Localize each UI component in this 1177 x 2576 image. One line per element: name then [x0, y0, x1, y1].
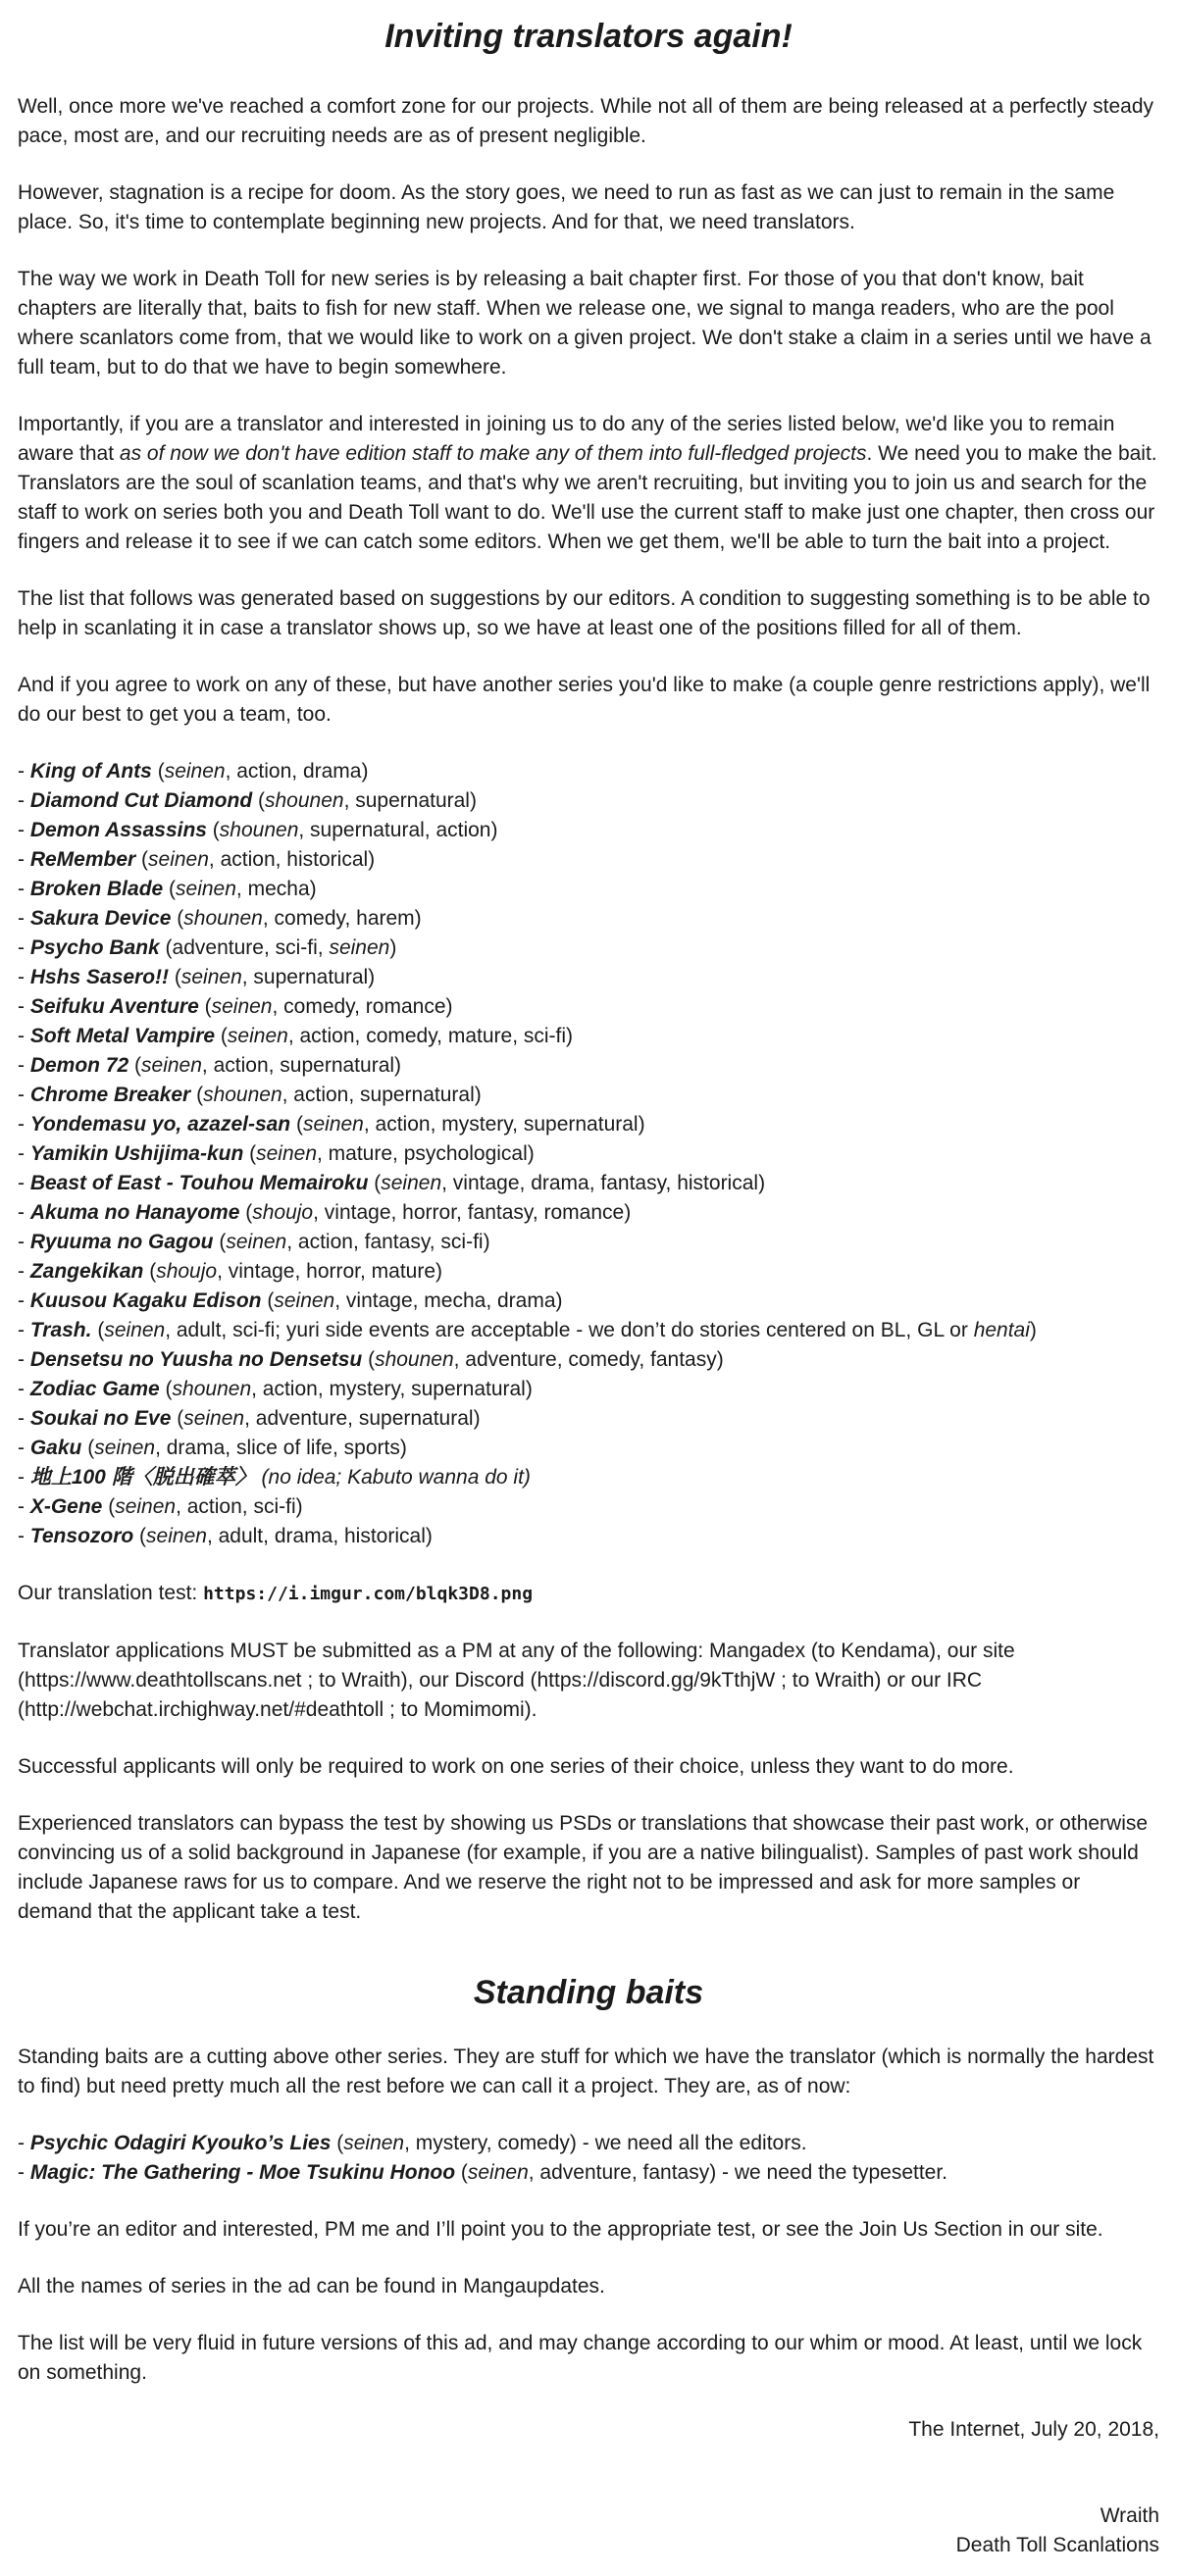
text-segment: shounen	[219, 819, 299, 841]
text-segment: -	[18, 907, 30, 930]
text-segment: Translator applications MUST be submitted as a PM at any of the following: Mangadex (to Kendama), our site (https://www.deathtollscans.net ; to Wraith), our Discord (https://discord.gg/9kTthjW ; to Wraith) or our IRC (http://webchat.irchighway.net/#deathtoll ; to Momimomi).	[18, 1640, 1015, 1721]
text-segment: , action, mystery, supernatural)	[251, 1378, 533, 1400]
text-segment: seinen	[115, 1495, 177, 1518]
text-segment: Importantly, if you are a translator and interested in joining us to do any of the series listed below, we'd like you to remain aware that	[18, 413, 1115, 465]
series-item	[18, 1228, 1159, 1257]
text-segment: 地上100 階〈脱出確萃〉	[29, 1466, 256, 1489]
text-segment: , adventure, comedy, fantasy)	[453, 1348, 724, 1371]
text-segment: Sakura Device	[29, 907, 172, 930]
text-segment: Hshs Sasero!!	[29, 966, 170, 988]
series-item	[18, 963, 1159, 992]
signature-group	[18, 2531, 1159, 2560]
text-segment: seinen	[256, 1142, 317, 1165]
paragraph	[18, 265, 1159, 382]
text-segment: Yamikin Ushijima-kun	[29, 1142, 244, 1165]
text-segment: Psychic Odagiri Kyouko’s Lies	[29, 2132, 332, 2154]
text-segment: Gaku	[29, 1437, 82, 1459]
text-segment: , comedy, harem)	[262, 907, 422, 930]
text-segment: -	[18, 1289, 30, 1312]
text-segment: -	[18, 1319, 30, 1341]
text-segment: , adult, sci-fi; yuri side events are acceptable - we don’t do stories centered on BL, GL or	[165, 1319, 974, 1341]
text-segment: -	[18, 2132, 30, 2154]
text-segment: -	[18, 1525, 30, 1547]
text-segment: -	[18, 936, 30, 959]
text-segment: (	[368, 1172, 382, 1194]
series-item	[18, 1022, 1159, 1051]
text-segment: seinen	[180, 966, 242, 988]
text-segment: )	[389, 936, 397, 959]
series-item	[18, 1257, 1159, 1287]
series-item	[18, 1051, 1159, 1081]
text-segment: , supernatural, action)	[298, 819, 498, 841]
series-list	[18, 757, 1159, 1551]
text-segment: shounen	[375, 1348, 454, 1371]
series-list	[18, 2129, 1159, 2188]
text-segment: (	[252, 789, 265, 812]
text-segment: , adventure, supernatural)	[244, 1407, 481, 1430]
series-item	[18, 1345, 1159, 1375]
text-segment: Chrome Breaker	[29, 1084, 191, 1106]
text-segment: , vintage, mecha, drama)	[334, 1289, 563, 1312]
text-segment: (	[102, 1495, 116, 1518]
series-item	[18, 1375, 1159, 1404]
text-segment: (	[261, 1289, 275, 1312]
text-segment: as of now we don't have edition staff to make any of them into full-fledged projects	[119, 442, 867, 465]
text-segment: However, stagnation is a recipe for doom. As the story goes, we need to run as fast as we can just to remain in the same place. So, it's time to contemplate beginning new projects. And for that, we need translators.	[18, 181, 1115, 233]
text-segment: -	[18, 848, 30, 871]
text-segment: Inviting translators again!	[384, 18, 793, 55]
text-segment: The Internet, July 20, 2018,	[908, 2418, 1159, 2441]
text-segment: -	[18, 789, 30, 812]
series-item	[18, 904, 1159, 934]
series-item	[18, 2158, 1159, 2188]
text-segment: seinen	[211, 995, 273, 1018]
paragraph	[18, 410, 1159, 557]
text-segment: , action, comedy, mature, sci-fi)	[287, 1025, 574, 1047]
text-segment: X-Gene	[29, 1495, 103, 1518]
text-segment: seinen	[141, 1054, 202, 1077]
text-segment: Standing baits	[473, 1974, 704, 2011]
paragraph	[18, 584, 1159, 643]
text-segment: , action, fantasy, sci-fi)	[286, 1231, 490, 1253]
standing-baits-heading	[18, 1972, 1159, 2013]
text-segment: , action, sci-fi)	[176, 1495, 303, 1518]
text-segment: All the names of series in the ad can be found in Mangaupdates.	[18, 2275, 605, 2298]
text-segment: -	[18, 1231, 30, 1253]
intro-paragraph	[18, 92, 1159, 151]
text-segment: Successful applicants will only be required to work on one series of their choice, unless they want to do more.	[18, 1755, 1014, 1778]
text-segment: seinen	[343, 2132, 405, 2154]
text-segment: Tensozoro	[29, 1525, 134, 1547]
text-segment: , vintage, drama, fantasy, historical)	[441, 1172, 766, 1194]
text-segment: (	[143, 1260, 157, 1283]
text-segment: King of Ants	[29, 760, 152, 783]
text-segment: If you’re an editor and interested, PM me and I’ll point you to the appropriate test, or see the Join Us Section in our site.	[18, 2218, 1103, 2241]
series-item	[18, 2129, 1159, 2158]
text-segment: (	[159, 1378, 173, 1400]
text-segment: (	[151, 760, 165, 783]
series-item	[18, 934, 1159, 963]
text-segment: Demon Assassins	[29, 819, 207, 841]
text-segment: Well, once more we've reached a comfort zone for our projects. While not all of them are being released at a perfectly steady pace, most are, and our recruiting needs are as of present negligible.	[18, 95, 1154, 147]
text-segment: (	[215, 1025, 228, 1047]
text-segment: (	[206, 819, 220, 841]
text-segment: (	[213, 1231, 227, 1253]
text-segment: Demon 72	[29, 1054, 129, 1077]
text-segment: seinen	[227, 1025, 288, 1047]
text-segment: -	[18, 760, 30, 783]
text-segment: -	[18, 1054, 30, 1077]
text-segment: Seifuku Aventure	[29, 995, 199, 1018]
series-item	[18, 1404, 1159, 1434]
series-item	[18, 1463, 1159, 1492]
paragraph	[18, 2043, 1159, 2101]
text-segment: Wraith	[1100, 2504, 1159, 2527]
text-segment: -	[18, 819, 30, 841]
translation-test-url: https://i.imgur.com/blqk3D8.png	[203, 1584, 534, 1604]
text-segment: , action, drama)	[225, 760, 369, 783]
text-segment: (no idea; Kabuto wanna do it)	[255, 1466, 531, 1489]
paragraph	[18, 671, 1159, 730]
text-segment: -	[18, 1113, 30, 1136]
text-segment: -	[18, 1084, 30, 1106]
text-segment: -	[18, 1378, 30, 1400]
text-segment: seinen	[94, 1437, 156, 1459]
text-segment: The way we work in Death Toll for new series is by releasing a bait chapter first. For those of you that don't know, bait chapters are literally that, baits to fish for new staff. When we release one, we signal to manga readers, who are the pool where scanlators come from, that we would like to work on a given project. We don't stake a claim in a series until we have a full team, but to do that we have to begin somewhere.	[18, 268, 1151, 379]
series-item	[18, 757, 1159, 786]
series-item	[18, 992, 1159, 1022]
text-segment: seinen	[467, 2161, 529, 2184]
text-segment: (	[133, 1525, 147, 1547]
text-segment: (	[198, 995, 212, 1018]
text-segment: -	[18, 878, 30, 900]
text-segment: , supernatural)	[343, 789, 477, 812]
text-segment: , mecha)	[235, 878, 317, 900]
text-segment: , vintage, horror, fantasy, romance)	[313, 1201, 632, 1224]
text-segment: , drama, slice of life, sports)	[155, 1437, 407, 1459]
text-segment: shoujo	[156, 1260, 218, 1283]
text-segment: Psycho Bank	[29, 936, 160, 959]
text-segment: seinen	[104, 1319, 166, 1341]
text-segment: (	[190, 1084, 204, 1106]
text-segment: , supernatural)	[241, 966, 376, 988]
text-segment: (	[239, 1201, 253, 1224]
date-line	[18, 2415, 1159, 2445]
text-segment: seinen	[164, 760, 226, 783]
text-segment: , action, mystery, supernatural)	[363, 1113, 645, 1136]
series-item	[18, 1492, 1159, 1522]
text-segment: shounen	[264, 789, 344, 812]
text-segment: (	[91, 1319, 105, 1341]
series-item	[18, 1434, 1159, 1463]
text-segment: , adult, drama, historical)	[206, 1525, 433, 1547]
text-segment: Beast of East - Touhou Memairoku	[29, 1172, 369, 1194]
text-segment: seinen	[176, 878, 236, 900]
text-segment: (	[169, 966, 181, 988]
text-segment: , action, supernatural)	[201, 1054, 402, 1077]
text-segment: shoujo	[252, 1201, 314, 1224]
text-segment: (	[135, 848, 149, 871]
text-segment: Trash.	[29, 1319, 92, 1341]
series-item	[18, 816, 1159, 845]
text-segment: Soft Metal Vampire	[29, 1025, 216, 1047]
text-segment: The list will be very fluid in future versions of this ad, and may change according to our whim or mood. At least, until we lock on something.	[18, 2332, 1143, 2384]
text-segment: -	[18, 966, 30, 988]
text-segment: -	[18, 1407, 30, 1430]
text-segment: Standing baits are a cutting above other series. They are stuff for which we have the translator (which is normally the hardest to find) but need pretty much all the rest before we can call it a project. They are, as of now:	[18, 2046, 1154, 2097]
text-segment: Zangekikan	[29, 1260, 144, 1283]
series-item	[18, 1316, 1159, 1345]
series-item	[18, 1110, 1159, 1139]
text-segment: seinen	[274, 1289, 335, 1312]
text-segment: (	[243, 1142, 257, 1165]
document-body	[18, 16, 1159, 2560]
text-segment: Kuusou Kagaku Edison	[29, 1289, 262, 1312]
text-segment: seinen	[146, 1525, 207, 1547]
text-segment: shounen	[183, 907, 263, 930]
text-segment: , action, supernatural)	[281, 1084, 482, 1106]
text-segment: -	[18, 1172, 30, 1194]
text-segment: And if you agree to work on any of these, but have another series you'd like to make (a couple genre restrictions apply), we'll do our best to get you a team, too.	[18, 674, 1151, 726]
text-segment: seinen	[381, 1172, 442, 1194]
text-segment: -	[18, 1495, 30, 1518]
text-segment: -	[18, 1348, 30, 1371]
text-segment: (	[128, 1054, 142, 1077]
text-segment: -	[18, 1142, 30, 1165]
text-segment: Densetsu no Yuusha no Densetsu	[29, 1348, 363, 1371]
text-segment: (	[171, 907, 184, 930]
text-segment: hentai	[973, 1319, 1030, 1341]
translation-test-line	[18, 1579, 1159, 1609]
paragraph	[18, 2272, 1159, 2301]
text-segment: -	[18, 1260, 30, 1283]
series-item	[18, 875, 1159, 904]
text-segment: , vintage, horror, mature)	[217, 1260, 443, 1283]
text-segment: Zodiac Game	[29, 1378, 160, 1400]
series-item	[18, 1169, 1159, 1198]
text-segment: Soukai no Eve	[29, 1407, 172, 1430]
text-segment: (	[81, 1437, 95, 1459]
text-segment: (	[362, 1348, 376, 1371]
text-segment: Our translation test:	[18, 1582, 204, 1604]
paragraph	[18, 1809, 1159, 1927]
text-segment: , mature, psychological)	[317, 1142, 535, 1165]
text-segment: Ryuuma no Gagou	[29, 1231, 214, 1253]
text-segment: Death Toll Scanlations	[955, 2534, 1159, 2556]
series-item	[18, 1287, 1159, 1316]
paragraph	[18, 1752, 1159, 1782]
page-title	[18, 16, 1159, 57]
series-item	[18, 1139, 1159, 1169]
paragraph	[18, 2215, 1159, 2245]
text-segment: Diamond Cut Diamond	[29, 789, 253, 812]
text-segment: , adventure, fantasy) - we need the typesetter.	[528, 2161, 948, 2184]
text-segment: Broken Blade	[29, 878, 164, 900]
text-segment: seinen	[148, 848, 209, 871]
text-segment: , comedy, romance)	[272, 995, 453, 1018]
text-segment: -	[18, 1466, 30, 1489]
text-segment: )	[1029, 1319, 1037, 1341]
paragraph	[18, 178, 1159, 237]
text-segment: shounen	[172, 1378, 252, 1400]
text-segment: seinen	[226, 1231, 287, 1253]
text-segment: The list that follows was generated based on suggestions by our editors. A condition to suggesting something is to be able to help in scanlating it in case a translator shows up, so we have at least one of the positions filled for all of them.	[18, 587, 1151, 639]
series-item	[18, 1081, 1159, 1110]
text-segment: (	[163, 878, 177, 900]
text-segment: Magic: The Gathering - Moe Tsukinu Honoo	[29, 2161, 456, 2184]
text-segment: seinen	[183, 1407, 245, 1430]
text-segment: (	[171, 1407, 184, 1430]
text-segment: (	[455, 2161, 468, 2184]
paragraph	[18, 2329, 1159, 2388]
text-segment: (adventure, sci-fi,	[159, 936, 330, 959]
text-segment: (	[331, 2132, 344, 2154]
text-segment: Experienced translators can bypass the test by showing us PSDs or translations that showcase their past work, or otherwise convincing us of a solid background in Japanese (for example, if you are a native bilingualist). Samples of past work should include Japanese raws for us to compare. And we reserve the right not to be impressed and ask for more samples or demand that the applicant take a test.	[18, 1812, 1149, 1923]
text-segment: , mystery, comedy) - we need all the editors.	[404, 2132, 807, 2154]
text-segment: -	[18, 1201, 30, 1224]
applications-paragraph	[18, 1637, 1159, 1725]
text-segment: -	[18, 995, 30, 1018]
text-segment: shounen	[203, 1084, 282, 1106]
text-segment: -	[18, 2161, 30, 2184]
text-segment: Yondemasu yo, azazel-san	[29, 1113, 291, 1136]
text-segment: (	[290, 1113, 303, 1136]
text-segment: ReMember	[29, 848, 136, 871]
text-segment: , action, historical)	[208, 848, 376, 871]
text-segment: -	[18, 1437, 30, 1459]
text-segment: . We need you to make the bait. Translators are the soul of scanlation teams, and that's why we aren't recruiting, but inviting you to join us and search for the staff to work on series both you and Death Toll want to do. We'll use the current staff to make just one chapter, then cross our fingers and release it to see if we can catch some editors. When we get them, we'll be able to turn the bait into a project.	[18, 442, 1157, 553]
text-segment: seinen	[329, 936, 390, 959]
text-segment: Akuma no Hanayome	[29, 1201, 240, 1224]
series-item	[18, 786, 1159, 816]
series-item	[18, 1198, 1159, 1228]
text-segment: -	[18, 1025, 30, 1047]
series-item	[18, 845, 1159, 875]
series-item	[18, 1522, 1159, 1551]
text-segment: seinen	[302, 1113, 364, 1136]
